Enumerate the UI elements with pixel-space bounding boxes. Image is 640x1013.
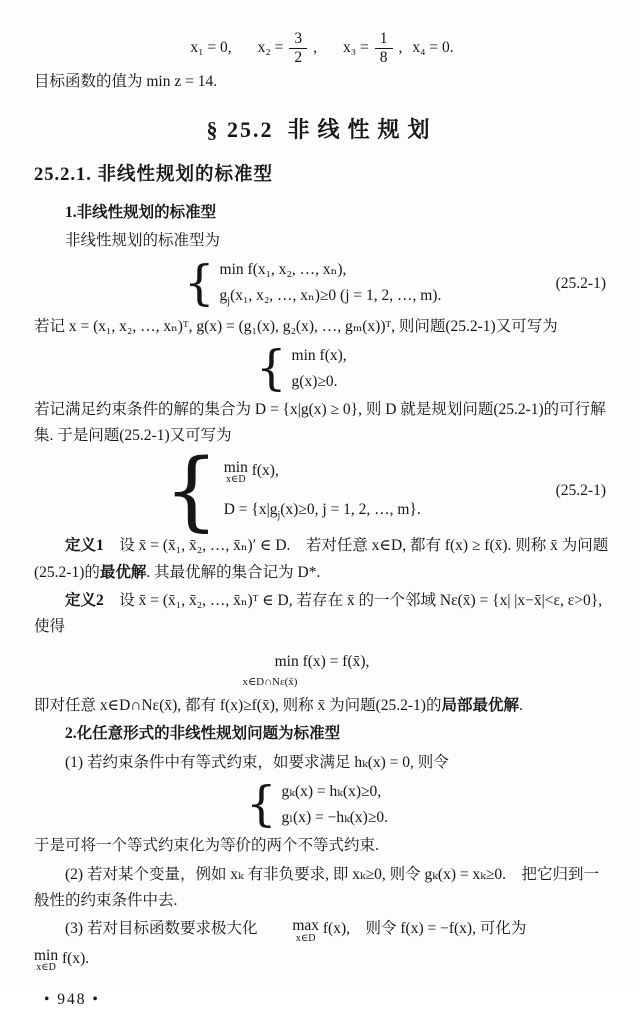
paragraph-equivalence-note: 于是可将一个等式约束化为等价的两个不等式约束. xyxy=(34,837,379,855)
paragraph-case-3: (3) 若对目标函数要求极大化 max x∈D f(x), 则令 f(x) = −f(x), 可化为 xyxy=(65,917,527,944)
comma: , xyxy=(398,38,403,56)
paragraph-local-optimum: 即对任意 x∈D∩Nε(x̄), 都有 f(x)≥f(x̄), 则称 x̄ 为问题(25.2-1)的局部最优解. xyxy=(34,697,523,715)
spacer xyxy=(224,485,421,497)
section-number: § 25.2 xyxy=(206,116,274,142)
section-title-text: 非线性规划 xyxy=(287,116,438,142)
subsection-title: 25.2.1. 非线性规划的标准型 xyxy=(34,165,274,186)
solution-x1: x₁ = 0, xyxy=(190,38,232,56)
equation-label: (25.2-1) xyxy=(555,482,606,500)
optimal-solution-term: 最优解 xyxy=(99,563,147,581)
limit-condition: x∈D∩Nε(x̄) xyxy=(242,675,298,688)
equation-label: (25.2-1) xyxy=(555,274,606,292)
left-brace: { xyxy=(164,440,219,541)
equation-vector-form xyxy=(256,339,610,396)
definition-1-label: 定义1 xyxy=(65,537,104,555)
definition-2: 定义2 设 x̄ = (x̄₁, x̄₂, …, x̄ₙ)ᵀ ∈ D, 若存在 x̄ 的一个邻域 Nε(x̄) = {x| |x−x̄|<ε, ε>0}, 使得 xyxy=(34,591,603,636)
equation-line: gₖ(x) = hₖ(x)≥0, xyxy=(281,783,382,801)
paragraph-case-2: (2) 若对某个变量，例如 xₖ 有非负要求, 即 xₖ≥0, 则令 gₖ(x) = xₖ≥0. 把它归到一般性的约束条件中去. xyxy=(34,865,600,909)
equation-line: min x∈D f(x), xyxy=(223,459,279,486)
subscript-j: j xyxy=(277,510,281,522)
equation-line: min f(x), xyxy=(291,346,347,364)
equation-equality-constraints xyxy=(246,776,610,833)
equation-line: g(x)≥0. xyxy=(291,372,338,390)
subscript-j: j xyxy=(227,296,231,308)
solution-x2-lhs: x₂ = xyxy=(257,38,284,56)
solution-x4: x₄ = 0. xyxy=(412,38,454,56)
equation-line: min f(x) = f(x̄), xyxy=(274,652,370,670)
equation-line: $D = \{x|g_j(x)\ge 0$, j = 1, 2, …, m}. xyxy=(223,501,421,522)
solution-x3-lhs: x₃ = xyxy=(343,38,369,56)
fraction-three-halves: $\frac{3}{2}$ xyxy=(289,30,307,67)
page-number: • 948 • xyxy=(44,991,100,1009)
objective-value-line: 目标函数的值为 min z = 14. xyxy=(34,72,218,90)
min-operator: min x∈D xyxy=(223,459,248,486)
equation-line: gₗ(x) = −hₖ(x)≥0. xyxy=(281,808,388,826)
paragraph-feasible-set: 若记满足约束条件的解的集合为 D = {x|g(x) ≥ 0}, 则 D 就是规划问题(25.2-1)的可行解集. 于是问题(25.2-1)又可写为 xyxy=(34,401,606,445)
max-operator: max x∈D xyxy=(292,917,320,944)
left-brace: { xyxy=(184,255,215,312)
definition-1: 定义1 设 x̄ = (x̄₁, x̄₂, …, x̄ₙ)′ ∈ D. 若对任意 x∈D, 都有 f(x) ≥ f(x̄). 则称 x̄ 为问题(25.2-1)的最优解. 其最优解的集合记为 D*. xyxy=(34,537,609,581)
paragraph-case-3-continuation: min x∈D f(x). xyxy=(34,946,90,974)
equation-local-minimum xyxy=(34,649,610,690)
equation-line: $g_j(x_1$, x₂, …, xₙ)≥0 (j = 1, 2, …, m). xyxy=(219,287,442,308)
paragraph-vector-notation: 若记 x = (x₁, x₂, …, xₙ)ᵀ, g(x) = (g₁(x), g₂(x), …, gₘ(x))ᵀ, 则问题(25.2-1)又可写为 xyxy=(34,317,558,335)
list-heading-2: 2.化任意形式的非线性规划问题为标准型 xyxy=(65,725,341,743)
min-operator: min x∈D xyxy=(34,946,59,974)
equation-standard-form xyxy=(184,257,610,310)
fraction-one-eighth: $\frac{1}{8}$ xyxy=(375,30,393,67)
paragraph-case-1: (1) 若约束条件中有等式约束，如要求满足 hₖ(x) = 0, 则令 xyxy=(65,753,449,771)
solution-values-equation xyxy=(34,30,610,67)
left-brace: { xyxy=(256,339,287,396)
section-title xyxy=(34,111,610,148)
paragraph-standard-form-intro: 非线性规划的标准型为 xyxy=(65,232,221,250)
local-optimal-solution-term: 局部最优解 xyxy=(441,697,519,715)
definition-2-label: 定义2 xyxy=(65,591,104,609)
equation-feasible-set-form xyxy=(164,440,610,541)
list-heading-1: 1.非线性规划的标准型 xyxy=(65,203,217,221)
left-brace: { xyxy=(246,776,277,833)
equation-line: min f(x₁, x₂, …, xₙ), xyxy=(219,261,347,279)
comma: , xyxy=(313,38,317,56)
